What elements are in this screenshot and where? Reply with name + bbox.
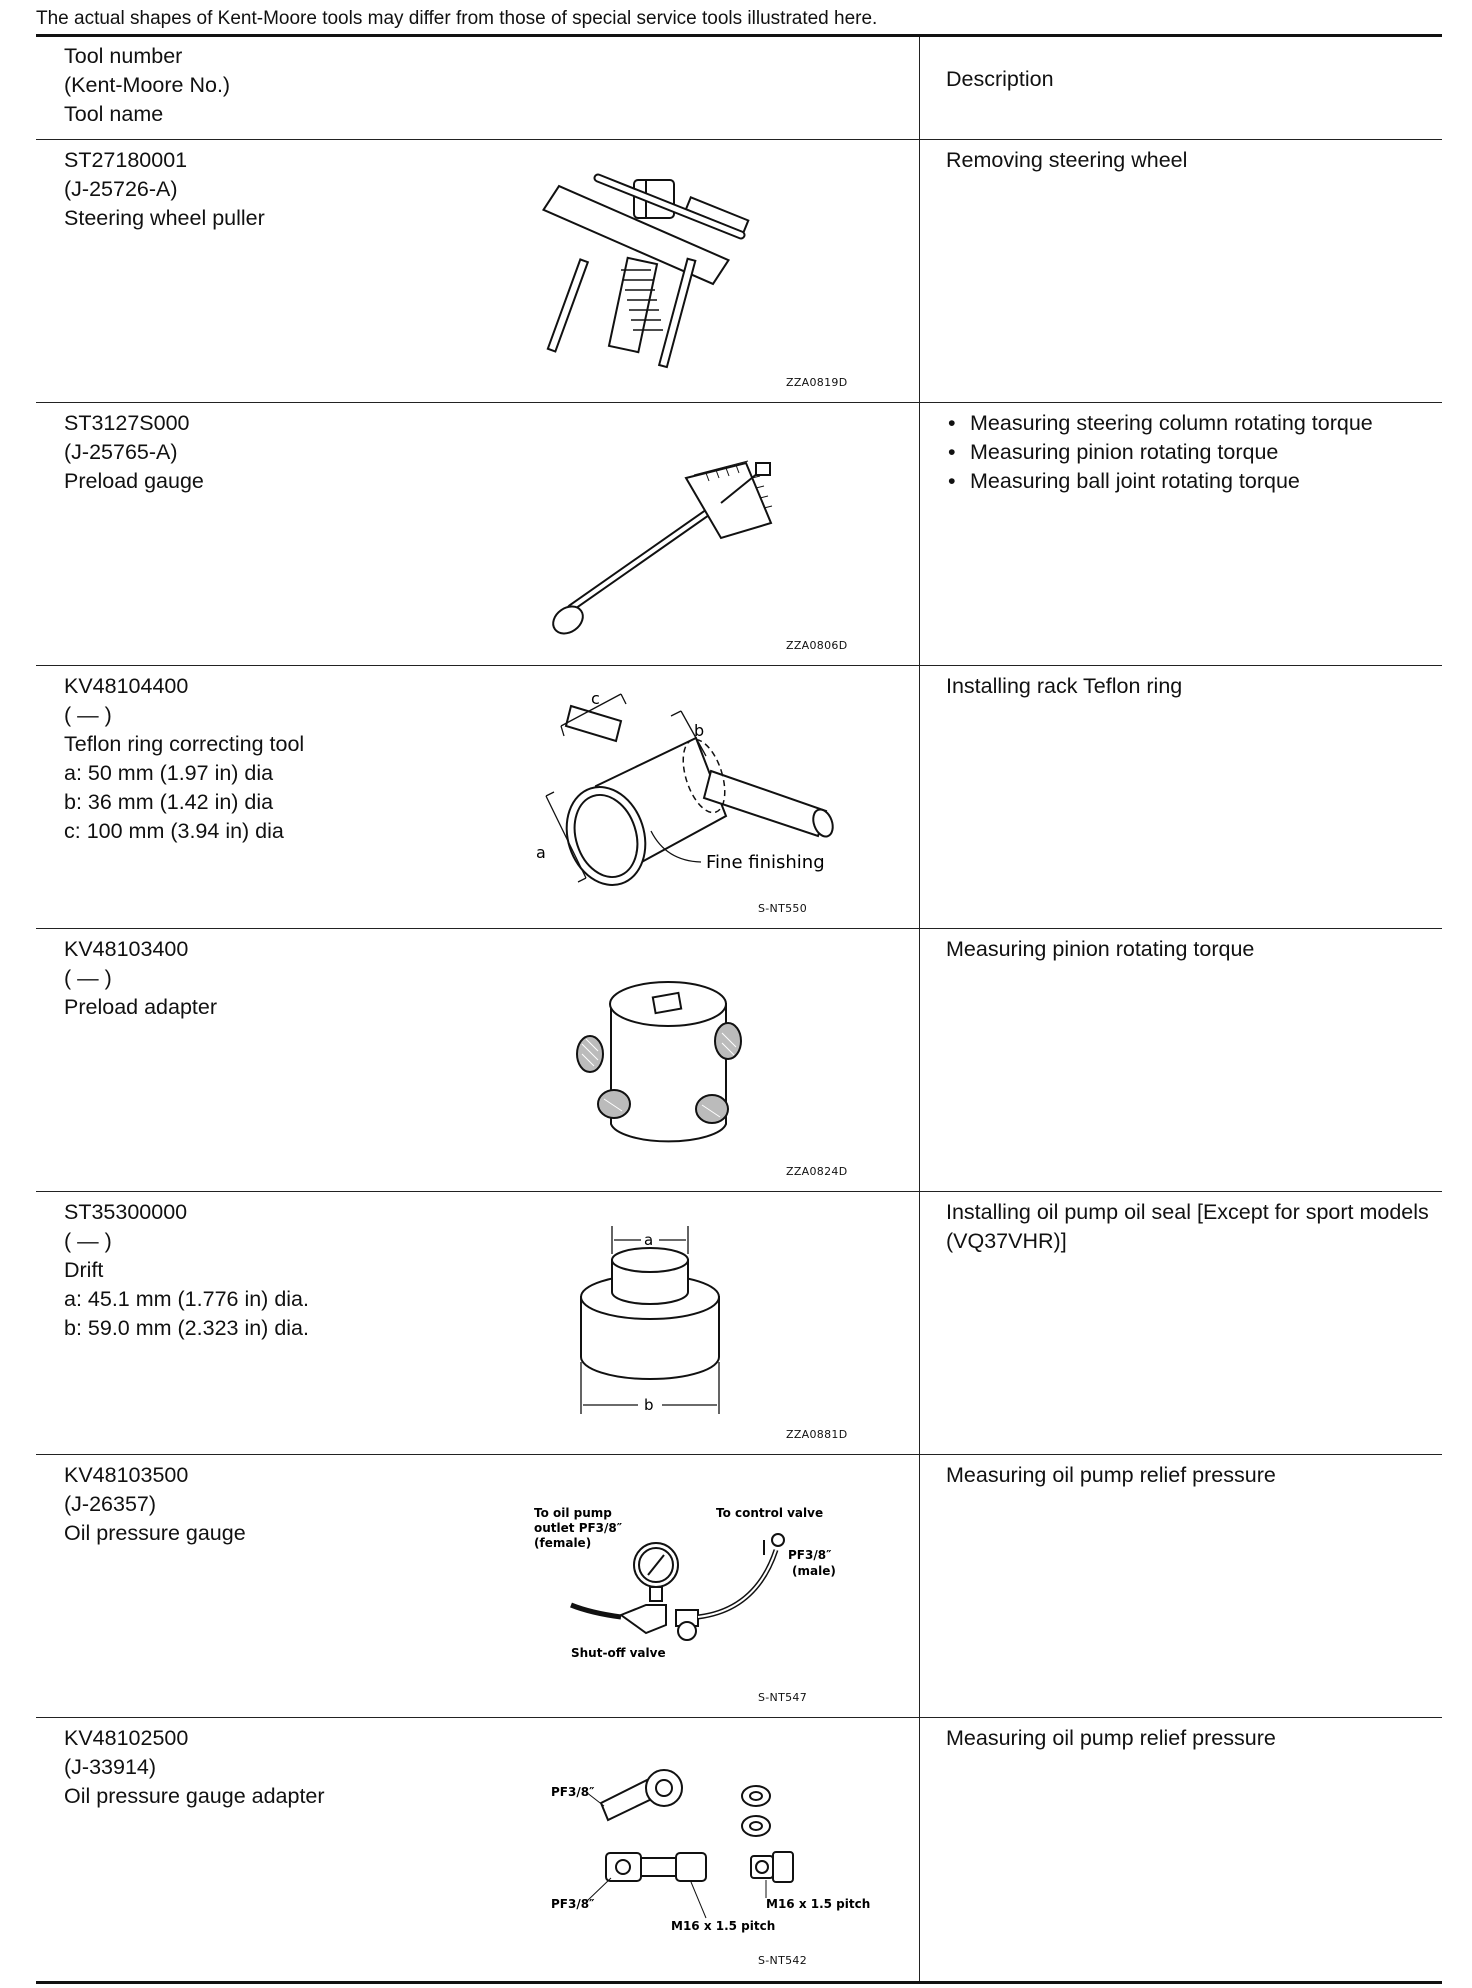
preload-adapter-illustration xyxy=(526,929,896,1189)
fine-finishing-label: Fine finishing xyxy=(706,852,825,873)
control-valve-label: To control valve xyxy=(716,1506,824,1520)
tool-description: Measuring oil pump relief pressure xyxy=(946,1463,1276,1487)
tool-info: KV48104400 ( — ) Teflon ring correcting tool a: 50 mm (1.97 in) dia b: 36 mm (1.42 in) dia c: 100 mm (3.94 in) dia xyxy=(64,674,305,843)
pitch-label-right: M16 x 1.5 pitch xyxy=(766,1897,871,1911)
tool-description: Measuring pinion rotating torque xyxy=(946,937,1255,961)
pitch-label-bottom: M16 x 1.5 pitch xyxy=(671,1919,776,1933)
table-row xyxy=(36,1718,1442,1981)
drift-illustration xyxy=(526,1192,896,1452)
dimension-label-c: c xyxy=(591,689,600,708)
steering-wheel-puller-illustration xyxy=(526,140,896,400)
note-text: The actual shapes of Kent-Moore tools may differ from those of special service tools illustrated here. xyxy=(36,8,878,29)
tool-description: Installing rack Teflon ring xyxy=(946,674,1183,698)
tool-info: ST35300000 ( — ) Drift a: 45.1 mm (1.776 in) dia. b: 59.0 mm (2.323 in) dia. xyxy=(64,1200,309,1340)
dimension-label-a: a xyxy=(644,1231,654,1249)
table-row xyxy=(36,1192,1442,1455)
header-tool-column: Tool number (Kent-Moore No.) Tool name xyxy=(64,44,231,126)
oil-pressure-gauge-illustration xyxy=(526,1455,896,1715)
figure-code: S-NT542 xyxy=(758,1954,807,1967)
tool-info: ST27180001 (J-25726-A) Steering wheel puller xyxy=(64,148,265,230)
shutoff-valve-label: Shut-off valve xyxy=(571,1646,666,1660)
figure-code: ZZA0881D xyxy=(786,1428,848,1441)
figure-code: ZZA0806D xyxy=(786,639,848,652)
table-row xyxy=(36,403,1442,666)
dimension-label-a: a xyxy=(536,843,546,862)
pf-male-label-line2: (male) xyxy=(792,1564,836,1578)
figure-code: ZZA0819D xyxy=(786,376,848,389)
pf-male-label-line1: PF3/8″ xyxy=(788,1548,832,1562)
figure-code: S-NT550 xyxy=(758,902,807,915)
table-row xyxy=(36,140,1442,403)
tool-description: Measuring oil pump relief pressure xyxy=(946,1726,1276,1750)
tool-description: Installing oil pump oil seal [Except for sport models (VQ37VHR)] xyxy=(946,1200,1429,1253)
pf-label-top: PF3/8″ xyxy=(551,1785,595,1799)
tools-table xyxy=(36,34,1442,1984)
figure-code: S-NT547 xyxy=(758,1691,807,1704)
figure-code: ZZA0824D xyxy=(786,1165,848,1178)
list-item: • Measuring ball joint rotating torque xyxy=(946,467,1436,496)
teflon-ring-tool-illustration xyxy=(526,666,896,926)
preload-gauge-illustration xyxy=(526,403,896,663)
tool-info: KV48103400 ( — ) Preload adapter xyxy=(64,937,217,1019)
dimension-label-b: b xyxy=(694,721,705,740)
table-row xyxy=(36,1455,1442,1718)
outlet-label-line2: outlet PF3/8″ xyxy=(534,1521,623,1535)
table-row xyxy=(36,666,1442,929)
tool-info: KV48103500 (J-26357) Oil pressure gauge xyxy=(64,1463,246,1545)
tool-info: ST3127S000 (J-25765-A) Preload gauge xyxy=(64,411,204,493)
outlet-label-line3: (female) xyxy=(534,1536,592,1550)
outlet-label-line1: To oil pump xyxy=(534,1506,612,1520)
tool-description-list xyxy=(946,409,1436,496)
list-item: • Measuring pinion rotating torque xyxy=(946,438,1436,467)
list-item: • Measuring steering column rotating torque xyxy=(946,409,1436,438)
pf-label-bottom: PF3/8″ xyxy=(551,1897,595,1911)
table-row xyxy=(36,929,1442,1192)
table-header xyxy=(36,37,1442,140)
gauge-adapter-illustration xyxy=(526,1718,896,1978)
header-description-column: Description xyxy=(946,67,1054,91)
tool-info: KV48102500 (J-33914) Oil pressure gauge adapter xyxy=(64,1726,325,1808)
dimension-label-b: b xyxy=(644,1396,654,1414)
tool-description: Removing steering wheel xyxy=(946,148,1188,172)
